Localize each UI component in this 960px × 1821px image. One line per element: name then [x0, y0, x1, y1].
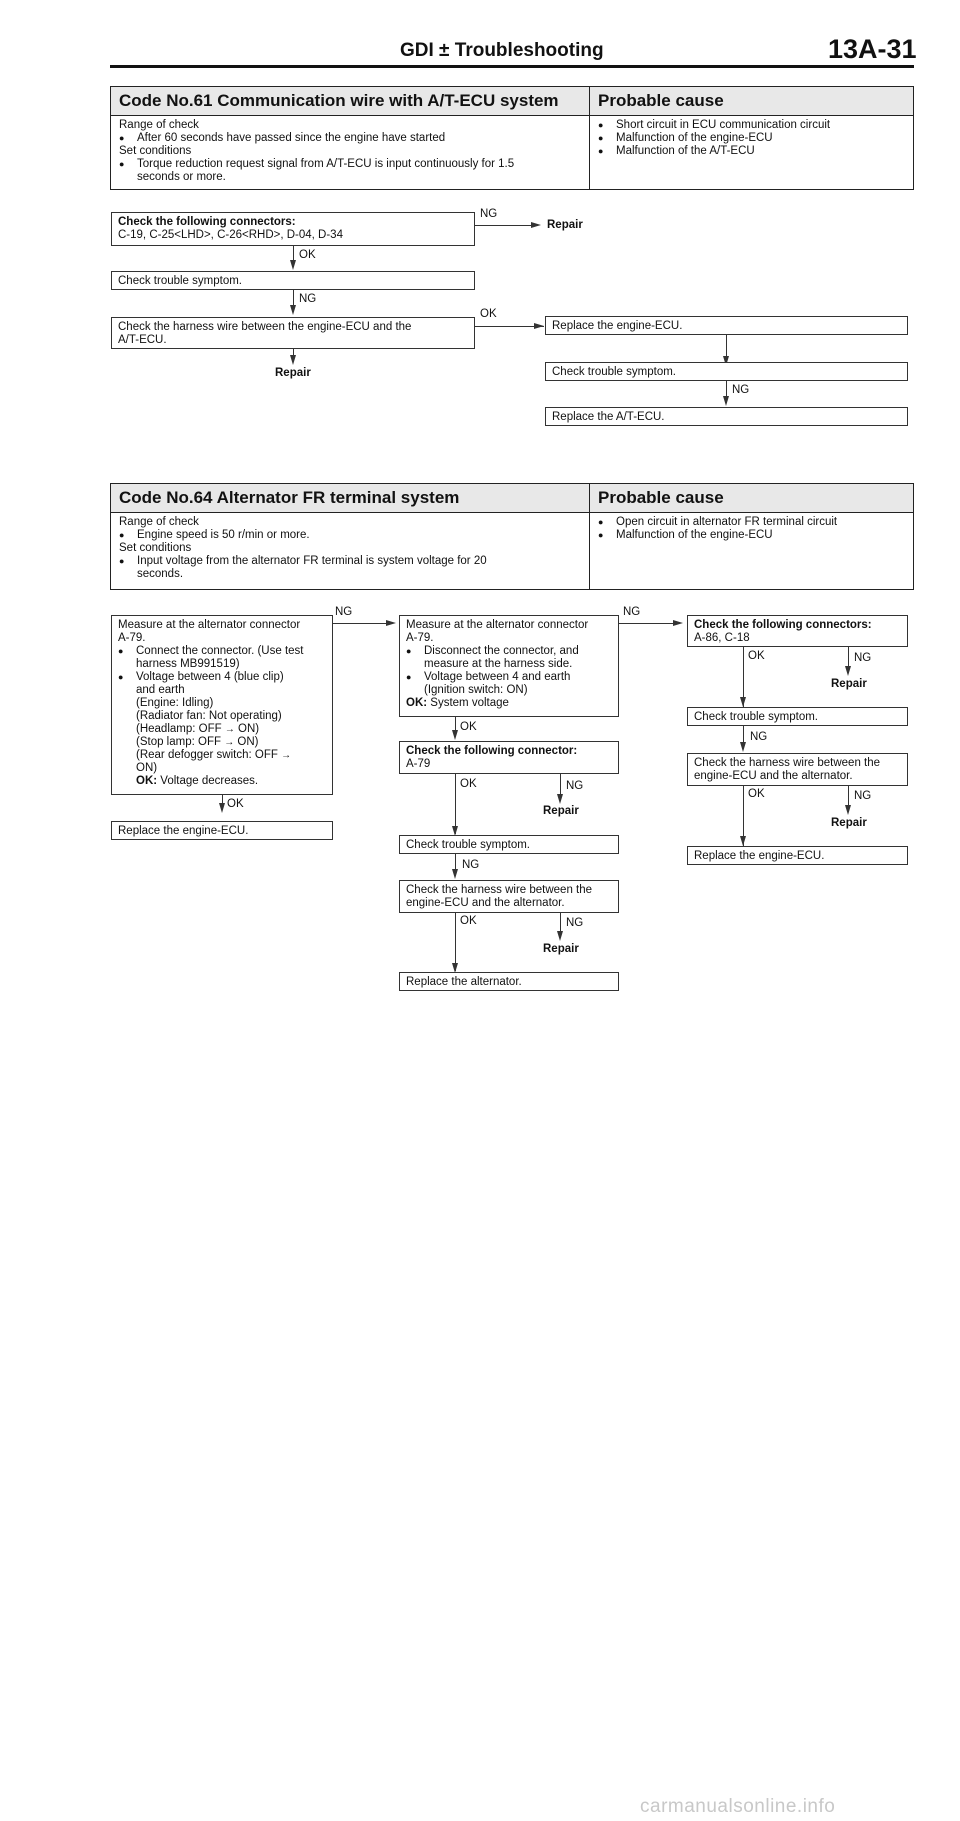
- b2-title: Check the following connector:: [406, 745, 578, 757]
- arrow-down-icon: [557, 794, 563, 804]
- code64-table-header: [111, 484, 913, 513]
- ng-label: NG: [566, 917, 584, 929]
- b1-bullet: ● Voltage between 4 and earth: [406, 671, 612, 684]
- cause-item: ● Short circuit in ECU communication circuit: [598, 119, 830, 132]
- b1-bullet-cont: measure at the harness side.: [424, 658, 573, 670]
- arrow-down-icon: [740, 697, 746, 707]
- range-label: Range of check: [119, 119, 199, 131]
- arrow-right-icon: [673, 620, 683, 626]
- code64-title: Code No.64 Alternator FR terminal system: [119, 488, 460, 507]
- connector-line: [560, 913, 561, 932]
- ok-label: OK: [460, 915, 477, 927]
- cause-item: ● Malfunction of the A/T-ECU: [598, 145, 830, 158]
- arrow-right-icon: [531, 222, 541, 228]
- connector-line: [619, 623, 673, 624]
- a1-bullet: ● Voltage between 4 (blue clip): [118, 671, 326, 684]
- flow61-box1-text: C-19, C-25<LHD>, C-26<RHD>, D-04, D-34: [118, 229, 343, 241]
- set-item: ● Input voltage from the alternator FR terminal is system voltage for 20: [119, 555, 487, 568]
- cause-item: ● Malfunction of the engine-ECU: [598, 132, 830, 145]
- arrow-right-icon: [534, 323, 544, 329]
- arrow-down-icon: [845, 666, 851, 676]
- code64-cause-header: Probable cause: [598, 488, 724, 507]
- code61-causes: [598, 119, 830, 158]
- a1-headlamp-line: [118, 723, 326, 736]
- c4-text: Replace the engine-ECU.: [694, 850, 825, 862]
- flow64-measure-disconnected: [399, 615, 619, 717]
- arrow-down-icon: [219, 803, 225, 813]
- connector-line: [848, 647, 849, 667]
- arrow-down-icon: [452, 730, 458, 740]
- connector-line: [293, 290, 294, 306]
- connector-line: [222, 795, 223, 803]
- flow61-check-harness: [111, 317, 475, 349]
- set-label: Set conditions: [119, 542, 192, 554]
- a1-line: Measure at the alternator connector: [118, 619, 301, 631]
- a1-headlamp: (Headlamp: OFF: [136, 723, 222, 735]
- connector-line: [333, 623, 386, 624]
- a1-ok-value: Voltage decreases.: [160, 775, 259, 787]
- c3-line: engine-ECU and the alternator.: [694, 770, 853, 782]
- c3-line: Check the harness wire between the: [694, 757, 881, 769]
- arrow-down-icon: [740, 836, 746, 846]
- a1-bullet-cont: and earth: [136, 684, 185, 696]
- a1-bullet: ● Connect the connector. (Use test: [118, 645, 326, 658]
- flow61-box3-line1: Check the harness wire between the engine-ECU and the: [118, 321, 412, 333]
- ng-label: NG: [462, 859, 480, 871]
- code64-table-divider: [589, 484, 590, 589]
- connector-line: [726, 381, 727, 397]
- flow61-replace-at-ecu: [545, 407, 908, 426]
- ng-label: NG: [732, 384, 750, 396]
- a1-on2: ON): [136, 762, 158, 774]
- a1-bullet-cont: (Engine: Idling): [136, 697, 214, 709]
- b1-ok-value: System voltage: [430, 697, 509, 709]
- repair-label: Repair: [831, 817, 867, 829]
- ok-label: OK: [227, 798, 244, 810]
- connector-line: [455, 774, 456, 834]
- set-label: Set conditions: [119, 145, 192, 157]
- ok-label: OK: [460, 778, 477, 790]
- b1-line: Measure at the alternator connector: [406, 619, 589, 631]
- flow64-check-connectors-a86: [687, 615, 908, 647]
- b1-bullet-cont: (Ignition switch: ON): [424, 684, 528, 696]
- connector-line: [560, 774, 561, 794]
- flow64-replace-engine-ecu-a: [111, 821, 333, 840]
- range-label: Range of check: [119, 516, 199, 528]
- arrow-down-icon: [452, 869, 458, 879]
- ok-label: OK: [748, 788, 765, 800]
- flow61-check-symptom-2: [545, 362, 908, 381]
- flow64-check-symptom-c: [687, 707, 908, 726]
- code61-title: Code No.61 Communication wire with A/T-ECU system: [119, 91, 559, 110]
- flow64-replace-alternator: [399, 972, 619, 991]
- watermark: carmanualsonline.info: [640, 1796, 836, 1817]
- flow61-check-connectors: [111, 212, 475, 246]
- flow64-check-symptom-b: [399, 835, 619, 854]
- code61-table-header: [111, 87, 913, 116]
- set-item-cont: seconds or more.: [137, 171, 226, 183]
- a1-bullet-cont: (Radiator fan: Not operating): [136, 710, 282, 722]
- code61-table: [110, 86, 914, 190]
- ok-criterion-label: OK:: [136, 775, 158, 787]
- connector-line: [726, 335, 727, 357]
- code61-cause-header: Probable cause: [598, 91, 724, 110]
- flow64-measure-connected: [111, 615, 333, 795]
- c1-text: A-86, C-18: [694, 632, 750, 644]
- ok-label: OK: [480, 308, 497, 320]
- range-item: ● Engine speed is 50 r/min or more.: [119, 529, 487, 542]
- arrow-down-icon: [723, 396, 729, 406]
- arrow-down-icon: [290, 305, 296, 315]
- b3-text: Check trouble symptom.: [406, 839, 530, 851]
- flow61-box6-text: Replace the A/T-ECU.: [552, 411, 665, 423]
- a1-on: ON): [237, 736, 259, 748]
- code64-conditions: [119, 516, 487, 581]
- flow61-box2-text: Check trouble symptom.: [118, 275, 242, 287]
- b4-line: Check the harness wire between the: [406, 884, 593, 896]
- connector-line: [848, 786, 849, 806]
- flow61-box1-title: Check the following connectors:: [118, 216, 296, 228]
- connector-line: [455, 717, 456, 731]
- flow64-check-harness-b: [399, 880, 619, 913]
- range-item: ● After 60 seconds have passed since the engine have started: [119, 132, 514, 145]
- ng-label: NG: [335, 606, 353, 618]
- b1-line: A-79.: [406, 632, 434, 644]
- ng-label: NG: [854, 790, 872, 802]
- flow61-box4-text: Replace the engine-ECU.: [552, 320, 683, 332]
- cause-item: ● Malfunction of the engine-ECU: [598, 529, 837, 542]
- flow64-replace-engine-ecu-c: [687, 846, 908, 865]
- arrow-down-icon: [290, 260, 296, 270]
- repair-label: Repair: [547, 219, 583, 231]
- flow61-check-symptom: [111, 271, 475, 290]
- ng-label: NG: [750, 731, 768, 743]
- b1-bullet: ● Disconnect the connector, and: [406, 645, 612, 658]
- arrow-down-icon: [740, 742, 746, 752]
- ng-label: NG: [854, 652, 872, 664]
- a2-text: Replace the engine-ECU.: [118, 825, 249, 837]
- b2-text: A-79: [406, 758, 431, 770]
- ng-label: NG: [480, 208, 498, 220]
- page-title: GDI ± Troubleshooting: [400, 40, 604, 61]
- repair-label: Repair: [543, 943, 579, 955]
- repair-label: Repair: [831, 678, 867, 690]
- flow64-check-harness-c: [687, 753, 908, 786]
- arrow-right-icon: →: [224, 724, 235, 735]
- flow61-box5-text: Check trouble symptom.: [552, 366, 676, 378]
- arrow-right-icon: →: [281, 750, 292, 761]
- connector-line: [455, 854, 456, 870]
- a1-bullet-cont: harness MB991519): [136, 658, 240, 670]
- code64-causes: [598, 516, 837, 542]
- arrow-down-icon: [845, 805, 851, 815]
- set-item-cont: seconds.: [137, 568, 184, 580]
- a1-line: A-79.: [118, 632, 146, 644]
- arrow-right-icon: →: [224, 737, 235, 748]
- b1-ok-line: [406, 697, 612, 710]
- a1-stoplamp-line: [118, 736, 326, 749]
- code61-conditions: [119, 119, 514, 184]
- connector-line: [293, 246, 294, 260]
- connector-line: [743, 726, 744, 743]
- a1-stoplamp: (Stop lamp: OFF: [136, 736, 221, 748]
- a1-defogger: (Rear defogger switch: OFF: [136, 749, 278, 761]
- flow61-replace-engine-ecu: [545, 316, 908, 335]
- a1-ok-line: [118, 775, 326, 788]
- ng-label: NG: [566, 780, 584, 792]
- ok-label: OK: [299, 249, 316, 261]
- set-item: ● Torque reduction request signal from A/T-ECU is input continuously for 1.5: [119, 158, 514, 171]
- ok-label: OK: [460, 721, 477, 733]
- ok-label: OK: [748, 650, 765, 662]
- c2-text: Check trouble symptom.: [694, 711, 818, 723]
- code64-table: [110, 483, 914, 590]
- page-number: 13A-31: [828, 34, 917, 64]
- arrow-down-icon: [557, 931, 563, 941]
- flow61-box3-line2: A/T-ECU.: [118, 334, 167, 346]
- ng-label: NG: [623, 606, 641, 618]
- code61-table-divider: [589, 87, 590, 189]
- ok-criterion-label: OK:: [406, 697, 428, 709]
- header-rule: [110, 65, 914, 68]
- repair-label: Repair: [275, 367, 311, 379]
- c1-title: Check the following connectors:: [694, 619, 872, 631]
- a1-on: ON): [238, 723, 260, 735]
- arrow-right-icon: [386, 620, 396, 626]
- connector-line: [475, 225, 531, 226]
- b5-text: Replace the alternator.: [406, 976, 522, 988]
- repair-label: Repair: [543, 805, 579, 817]
- arrow-down-icon: [290, 355, 296, 365]
- flow64-check-connector-a79: [399, 741, 619, 774]
- ng-label: NG: [299, 293, 317, 305]
- b4-line: engine-ECU and the alternator.: [406, 897, 565, 909]
- cause-item: ● Open circuit in alternator FR terminal circuit: [598, 516, 837, 529]
- a1-defogger-line: [118, 749, 326, 762]
